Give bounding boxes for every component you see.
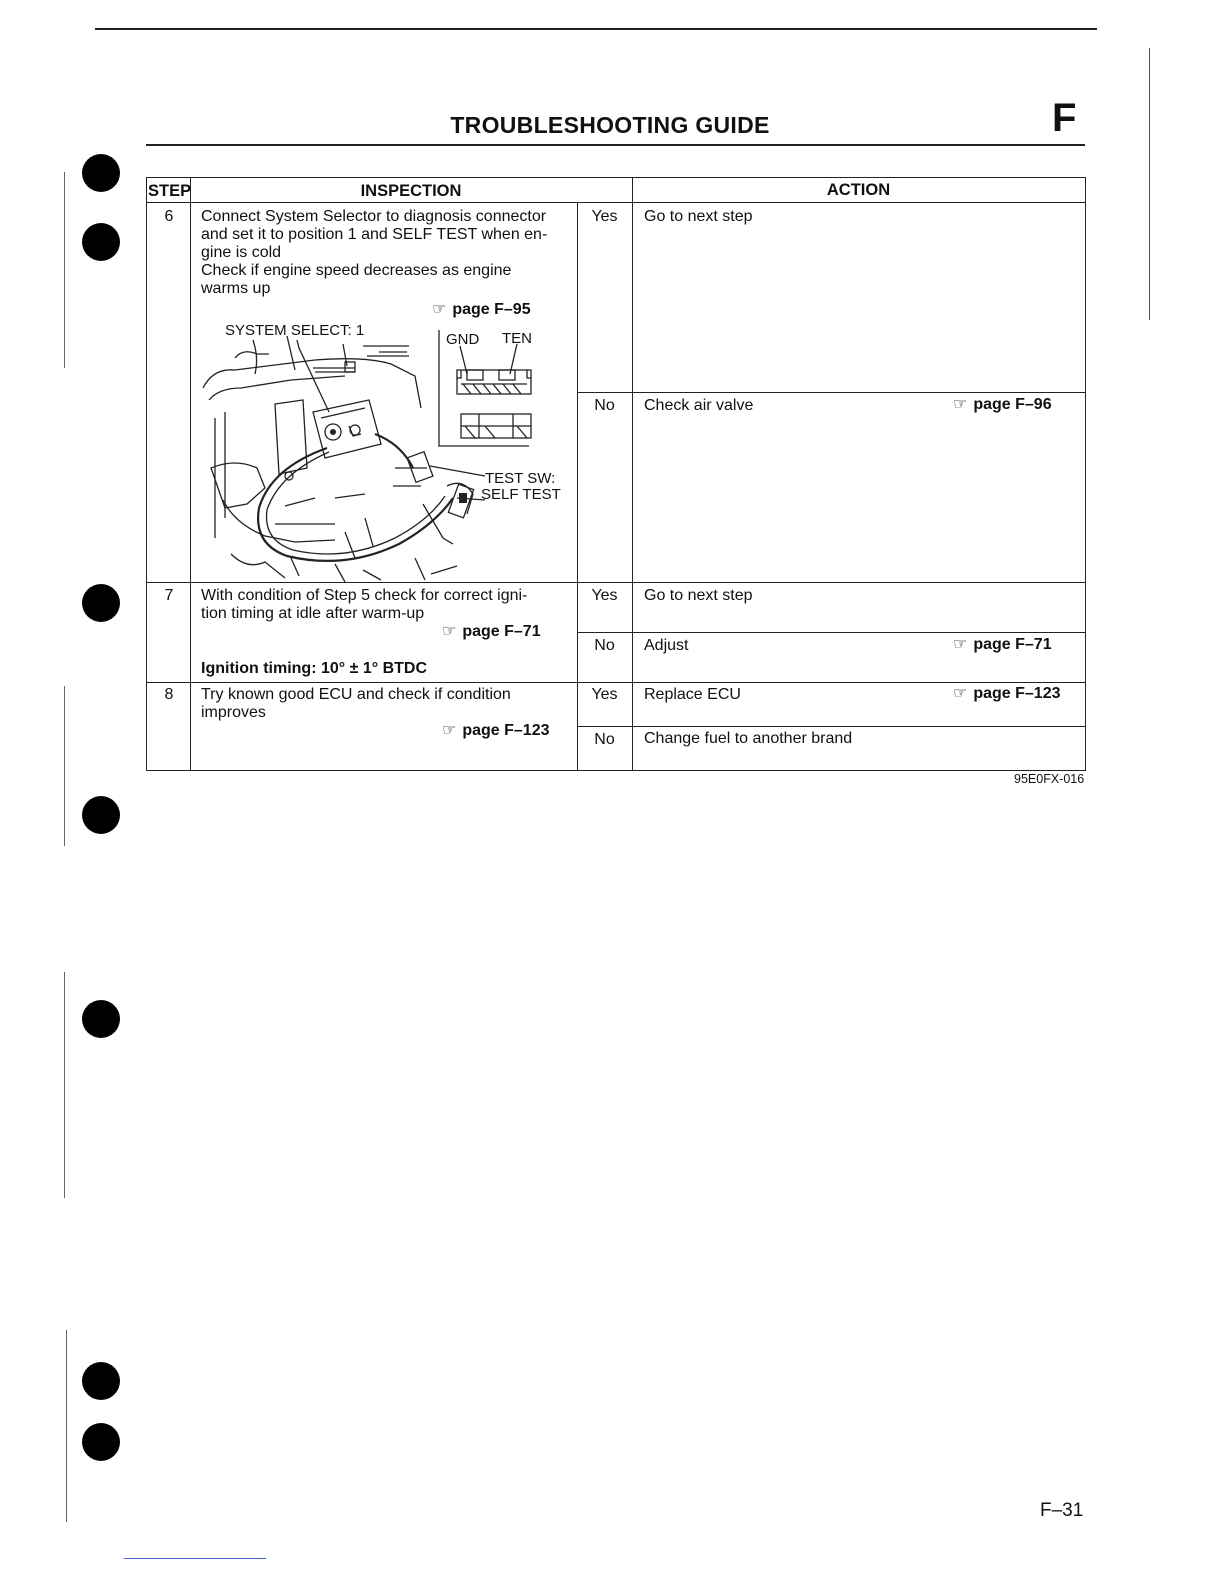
step-number: 8 [164,686,174,703]
engine-bay-illustration [195,318,575,582]
header-action: ACTION [826,181,891,199]
page-reference: ☞ page F–71 [442,623,541,640]
action-text: Go to next step [644,208,753,225]
binder-hole [82,796,120,834]
test-sw-label: TEST SW: [485,470,556,487]
header-inspection: INSPECTION [360,182,462,200]
answer-no: No [594,731,615,748]
reference-hand-icon: ☞ [442,623,457,640]
action-text: Change fuel to another brand [644,730,853,747]
page-reference: ☞ page F–95 [432,301,531,318]
step-number: 7 [164,587,174,604]
binder-hole [82,1362,120,1400]
page-reference: ☞ page F–71 [953,636,1052,653]
binder-hole [82,154,120,192]
answer-no: No [594,637,615,654]
action-text: Go to next step [644,587,753,604]
reference-hand-icon: ☞ [442,722,457,739]
self-test-label: SELF TEST [481,486,561,503]
left-margin-line [66,1330,67,1522]
reference-hand-icon: ☞ [953,396,968,413]
inspection-text: With condition of Step 5 check for correct igni- tion timing at idle after warm-up [201,587,528,622]
action-text: Check air valve [644,397,754,414]
step-number: 6 [164,208,174,225]
reference-hand-icon: ☞ [953,636,968,653]
top-rule [95,28,1097,30]
ten-label: TEN [502,330,532,347]
answer-yes: Yes [591,686,618,703]
binder-hole [82,1423,120,1461]
binder-hole [82,1000,120,1038]
system-select-label: SYSTEM SELECT: 1 [225,322,365,339]
header-step: STEP [148,182,192,200]
binder-hole [82,584,120,622]
answer-no: No [594,397,615,414]
reference-hand-icon: ☞ [953,685,968,702]
page-reference: ☞ page F–96 [953,396,1052,413]
answer-yes: Yes [591,208,618,225]
title-rule [146,144,1085,146]
ignition-timing-spec: Ignition timing: 10° ± 1° BTDC [201,660,428,677]
gnd-label: GND [446,331,480,348]
action-text: Adjust [644,637,689,654]
left-margin-line [64,686,65,846]
page-reference: ☞ page F–123 [953,685,1061,702]
bottom-rule [124,1558,266,1559]
inspection-text: Connect System Selector to diagnosis connector and set it to position 1 and SELF TEST when en- gine is cold Check if engine speed decreases as engine warms up [201,208,548,297]
action-text: Replace ECU [644,686,741,703]
figure-code: 95E0FX-016 [1014,772,1085,786]
page-title: TROUBLESHOOTING GUIDE [450,112,770,138]
answer-yes: Yes [591,587,618,604]
inspection-text: Try known good ECU and check if condition improves [201,686,511,721]
right-margin-rule [1149,48,1150,320]
page-reference: ☞ page F–123 [442,722,550,739]
page-number: F–31 [1040,1500,1084,1521]
left-margin-line [64,172,65,368]
system-select-leader [297,340,329,412]
system-selector-figure [195,318,575,582]
left-margin-line [64,972,65,1198]
binder-hole [82,223,120,261]
reference-hand-icon: ☞ [432,301,447,318]
section-letter: F [1052,96,1077,140]
